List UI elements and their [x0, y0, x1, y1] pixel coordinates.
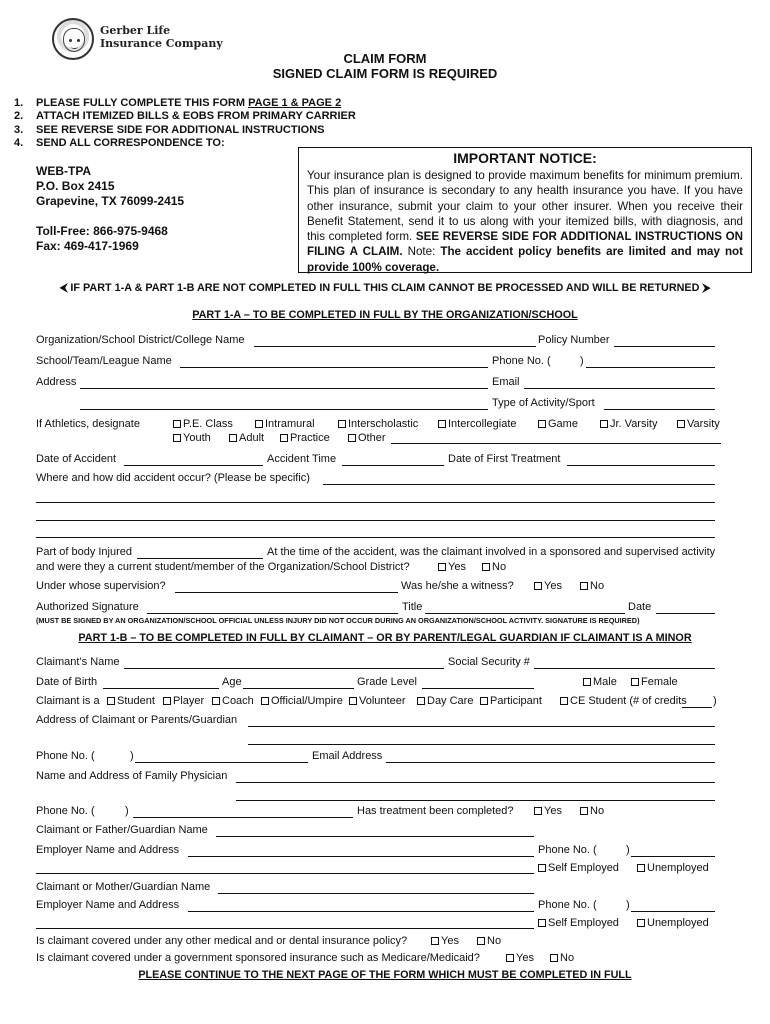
incomplete-warning [0, 282, 770, 295]
claimant-address-line-2[interactable] [248, 744, 715, 745]
policy-number-label: Policy Number [538, 334, 610, 346]
mother-phone-paren: ) [626, 899, 630, 911]
claimant-email-field[interactable] [386, 762, 715, 763]
org-address-field[interactable] [80, 388, 488, 389]
student-checkbox[interactable]: Student [107, 695, 155, 707]
father-name-field[interactable] [216, 836, 534, 837]
other-insurance-question: Is claimant covered under any other medical and or dental insurance policy? [36, 935, 408, 947]
address-label: Address [36, 376, 77, 388]
member-yes-checkbox[interactable]: Yes [438, 561, 466, 573]
dob-label: Date of Birth [36, 676, 98, 688]
supervision-field[interactable] [175, 592, 398, 593]
right-arrow-icon: ⮞ [702, 282, 711, 294]
instruction-item: 1. PLEASE FULLY COMPLETE THIS FORM PAGE 1 & PAGE 2 [14, 97, 342, 109]
claimant-phone-label: Phone No. ( [36, 750, 95, 762]
credits-field[interactable] [682, 707, 712, 708]
mother-employer-phone-field[interactable] [631, 911, 715, 912]
where-how-line-3[interactable] [36, 520, 715, 521]
signature-date-field[interactable] [656, 613, 715, 614]
continue-footer: PLEASE CONTINUE TO THE NEXT PAGE OF THE FORM WHICH MUST BE COMPLETED IN FULL [138, 969, 632, 981]
member-no-checkbox[interactable]: No [482, 561, 506, 573]
intercollegiate-checkbox[interactable]: Intercollegiate [438, 418, 517, 430]
mouth-icon [71, 45, 78, 49]
physician-phone-label: Phone No. ( [36, 805, 95, 817]
grade-label: Grade Level [357, 676, 417, 688]
father-unemployed-checkbox[interactable]: Unemployed [637, 862, 709, 874]
member-question: and were they a current student/member of the Organization/School District? [36, 561, 410, 573]
instruction-item: 2. ATTACH ITEMIZED BILLS & EOBS FROM PRIMARY CARRIER [14, 110, 356, 123]
left-arrow-icon: ⮜ [59, 282, 68, 294]
phone-label: Phone No. ( [492, 355, 551, 367]
part-1a-heading: PART 1-A – TO BE COMPLETED IN FULL BY THE ORGANIZATION/SCHOOL [192, 309, 578, 321]
auth-signature-field[interactable] [147, 613, 398, 614]
day-care-checkbox[interactable]: Day Care [417, 695, 473, 707]
phone-paren-close: ) [580, 355, 584, 367]
father-self-employed-checkbox[interactable]: Self Employed [538, 862, 619, 874]
physician-phone-paren: ) [125, 805, 129, 817]
mailing-address [36, 164, 184, 254]
ssn-label: Social Security # [448, 656, 530, 668]
physician-label: Name and Address of Family Physician [36, 770, 228, 782]
ce-student-checkbox[interactable]: CE Student (# of credits [560, 695, 687, 707]
form-title: CLAIM FORM [343, 51, 427, 66]
player-checkbox[interactable]: Player [163, 695, 204, 707]
pages-underlined: PAGE 1 & PAGE 2 [248, 97, 342, 109]
accident-time-label: Accident Time [267, 453, 337, 465]
interscholastic-checkbox[interactable]: Interscholastic [338, 418, 418, 430]
father-employer-field[interactable] [188, 856, 534, 857]
witness-no-checkbox[interactable]: No [580, 580, 604, 592]
treatment-done-label: Has treatment been completed? [357, 805, 514, 817]
auth-signature-label: Authorized Signature [36, 601, 139, 613]
ssn-field[interactable] [534, 668, 715, 669]
grade-field[interactable] [422, 688, 534, 689]
mother-employer-field[interactable] [188, 911, 534, 912]
coach-checkbox[interactable]: Coach [212, 695, 254, 707]
date-accident-field[interactable] [124, 465, 263, 466]
physician-line-2[interactable] [236, 800, 715, 801]
instruction-item: 3. SEE REVERSE SIDE FOR ADDITIONAL INSTRUCTIONS [14, 123, 325, 136]
jr-varsity-checkbox[interactable]: Jr. Varsity [600, 418, 657, 430]
mother-self-employed-checkbox[interactable]: Self Employed [538, 917, 619, 929]
body-part-field[interactable] [137, 558, 263, 559]
witness-yes-checkbox[interactable]: Yes [534, 580, 562, 592]
other-ins-yes-checkbox[interactable]: Yes [431, 935, 459, 947]
gov-ins-no-checkbox[interactable]: No [550, 952, 574, 964]
treatment-no-checkbox[interactable]: No [580, 805, 604, 817]
intramural-checkbox[interactable]: Intramural [255, 418, 315, 430]
participant-checkbox[interactable]: Participant [480, 695, 542, 707]
warning-text: IF PART 1-A & PART 1-B ARE NOT COMPLETED IN FULL THIS CLAIM CANNOT BE PROCESSED AND WILL BE RETURNED [70, 282, 700, 294]
gov-insurance-question: Is claimant covered under a government sponsored insurance such as Medicare/Medicaid? [36, 952, 480, 964]
supervision-label: Under whose supervision? [36, 580, 166, 592]
must-sign-note: (MUST BE SIGNED BY AN ORGANIZATION/SCHOOL OFFICIAL UNLESS INJURY DID NOT OCCUR DURING AN ORGANIZATION/SCHOOL ACTIVITY. SIGNATURE IS REQUIRED) [36, 616, 640, 625]
game-checkbox[interactable]: Game [538, 418, 578, 430]
father-phone-paren: ) [626, 844, 630, 856]
claimant-is-label: Claimant is a [36, 695, 100, 707]
instruction-item: 4. SEND ALL CORRESPONDENCE TO: [14, 136, 225, 149]
team-name-field[interactable] [180, 367, 488, 368]
mother-unemployed-checkbox[interactable]: Unemployed [637, 917, 709, 929]
witness-label: Was he/she a witness? [401, 580, 514, 592]
accident-time-field[interactable] [342, 465, 444, 466]
mother-employer-phone-label: Phone No. ( [538, 899, 597, 911]
claimant-name-label: Claimant’s Name [36, 656, 120, 668]
adult-checkbox[interactable]: Adult [229, 432, 264, 444]
age-field[interactable] [243, 688, 354, 689]
father-employer-phone-field[interactable] [631, 856, 715, 857]
org-name-label: Organization/School District/College Name [36, 334, 245, 346]
policy-number-field[interactable] [614, 346, 715, 347]
dob-field[interactable] [103, 688, 219, 689]
other-checkbox[interactable]: Other [348, 432, 386, 444]
form-subtitle: SIGNED CLAIM FORM IS REQUIRED [272, 66, 498, 81]
toll-free-phone: Toll-Free: 866-975-9468 [36, 224, 168, 238]
mother-name-label: Claimant or Mother/Guardian Name [36, 881, 211, 893]
fax-number: Fax: 469-417-1969 [36, 239, 139, 253]
other-ins-no-checkbox[interactable]: No [477, 935, 501, 947]
claimant-address-field[interactable] [248, 726, 715, 727]
activity-label: Type of Activity/Sport [492, 397, 595, 409]
varsity-checkbox[interactable]: Varsity [677, 418, 720, 430]
first-treatment-label: Date of First Treatment [448, 453, 561, 465]
claimant-name-field[interactable] [124, 668, 444, 669]
mother-employer-label: Employer Name and Address [36, 899, 180, 911]
important-notice-box [298, 147, 752, 273]
official-umpire-checkbox[interactable]: Official/Umpire [261, 695, 343, 707]
where-how-label: Where and how did accident occur? (Please be specific) [36, 472, 310, 484]
org-phone-field[interactable] [586, 367, 715, 368]
athletics-label: If Athletics, designate [36, 418, 140, 430]
physician-field[interactable] [236, 782, 715, 783]
claimant-address-label: Address of Claimant or Parents/Guardian [36, 714, 238, 726]
father-employer-label: Employer Name and Address [36, 844, 180, 856]
female-checkbox[interactable]: Female [631, 676, 678, 688]
male-checkbox[interactable]: Male [583, 676, 617, 688]
notice-title: IMPORTANT NOTICE: [453, 150, 597, 166]
volunteer-checkbox[interactable]: Volunteer [349, 695, 405, 707]
claimant-email-label: Email Address [312, 750, 383, 762]
city-state-zip: Grapevine, TX 76099-2415 [36, 194, 185, 208]
sponsored-question: At the time of the accident, was the claimant involved in a sponsored and supervised activity [267, 546, 716, 558]
body-part-label: Part of body Injured [36, 546, 133, 558]
father-name-label: Claimant or Father/Guardian Name [36, 824, 208, 836]
signer-title-field[interactable] [425, 613, 625, 614]
activity-field[interactable] [604, 409, 715, 410]
youth-checkbox[interactable]: Youth [173, 432, 211, 444]
where-how-line-2[interactable] [36, 502, 715, 503]
mother-name-field[interactable] [218, 893, 534, 894]
org-address-line-2-field[interactable] [80, 409, 488, 410]
tpa-name: WEB-TPA [36, 164, 92, 178]
po-box: P.O. Box 2415 [36, 179, 115, 193]
notice-body: Your insurance plan is designed to provide maximum benefits for minimum premium. This plan of insurance is secondary to any health insurance you have. If you have other insurance, submit your claim to your other insurer. When you receive their Benefit Statement, send it to us along with your itemized bills, with diagnosis, and this completed form. SEE REVERSE SIDE FOR ADDITIONAL INSTRUCTIONS ON FILING A CLAIM. Note: The accident policy benefits are limited and may not provide 100% coverage. [307, 169, 744, 274]
team-name-label: School/Team/League Name [36, 355, 172, 367]
company-line-1: Gerber Life [100, 24, 171, 37]
physician-phone-field[interactable] [133, 817, 353, 818]
where-how-field[interactable] [323, 484, 715, 485]
treatment-yes-checkbox[interactable]: Yes [534, 805, 562, 817]
other-activity-field[interactable] [391, 443, 721, 444]
father-employer-phone-label: Phone No. ( [538, 844, 597, 856]
email-label: Email [492, 376, 520, 388]
where-how-line-4[interactable] [36, 537, 715, 538]
first-treatment-field[interactable] [567, 465, 715, 466]
company-line-2: Insurance Company [100, 37, 223, 50]
eye-icon [69, 39, 72, 42]
age-label: Age [222, 676, 242, 688]
mother-employer-line-2[interactable] [36, 928, 534, 929]
org-email-field[interactable] [524, 388, 715, 389]
eye-icon [77, 39, 80, 42]
claimant-phone-paren: ) [130, 750, 134, 762]
company-name [100, 24, 223, 50]
baby-face-icon [63, 28, 85, 52]
date-label: Date [628, 601, 652, 613]
claimant-phone-field[interactable] [135, 762, 308, 763]
gov-ins-yes-checkbox[interactable]: Yes [506, 952, 534, 964]
pe-class-checkbox[interactable]: P.E. Class [173, 418, 233, 430]
father-employer-line-2[interactable] [36, 873, 534, 874]
title-label: Title [402, 601, 423, 613]
instructions-list [14, 97, 356, 150]
org-name-field[interactable] [254, 346, 536, 347]
credits-paren-close: ) [713, 695, 717, 707]
date-accident-label: Date of Accident [36, 453, 117, 465]
practice-checkbox[interactable]: Practice [280, 432, 330, 444]
part-1b-heading: PART 1-B – TO BE COMPLETED IN FULL BY CLAIMANT – OR BY PARENT/LEGAL GUARDIAN IF CLAIMANT IS A MINOR [78, 632, 692, 644]
